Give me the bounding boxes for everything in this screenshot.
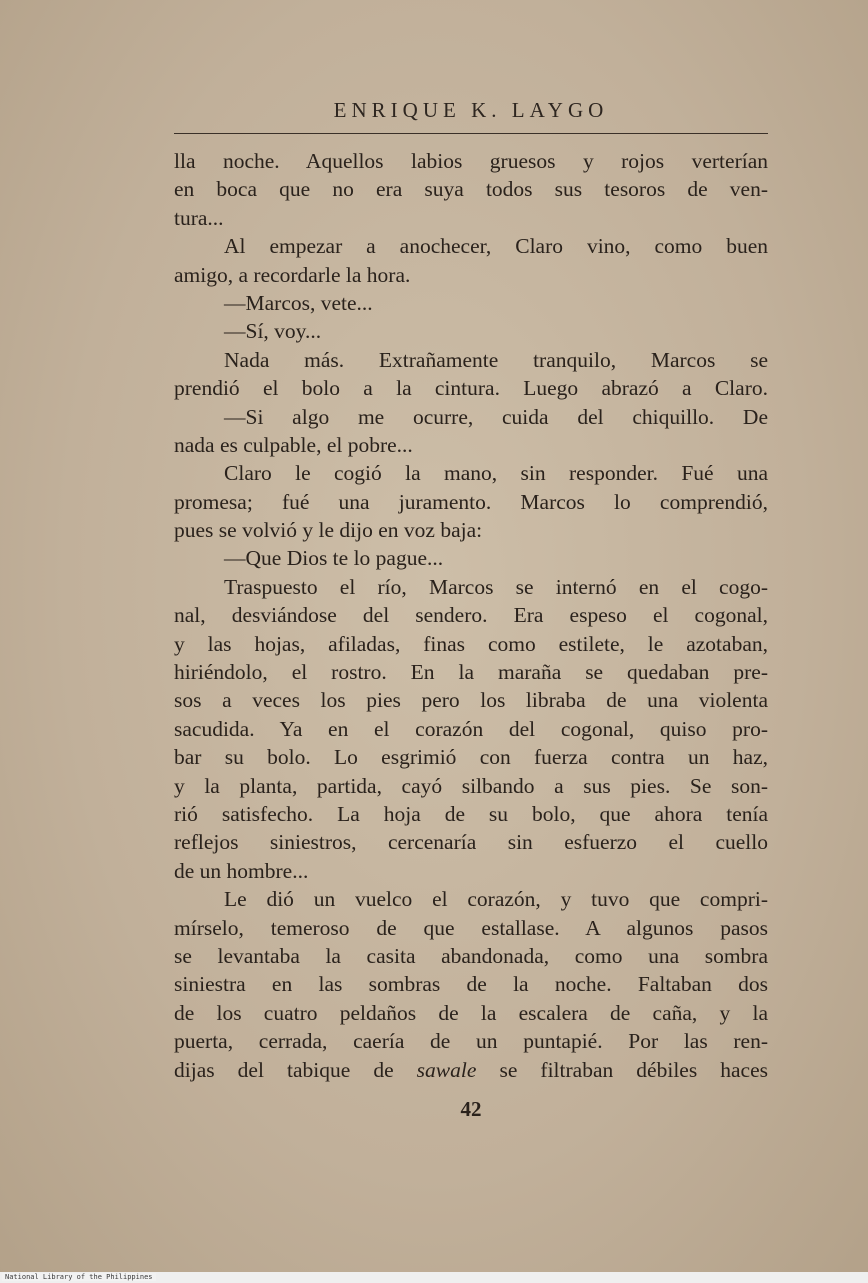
text-line: de un hombre... [174,858,309,883]
text-line: promesa; fué una juramento. Marcos lo comprendió, [174,489,768,514]
body-text [174,147,768,1084]
text-line-last [174,1056,768,1084]
text-line: —Si algo me ocurre, cuida del chiquillo. De [224,404,768,429]
text-line: siniestra en las sombras de la noche. Faltaban dos [174,972,768,997]
text-line: —Sí, voy... [224,319,322,344]
text-line: en boca que no era suya todos sus tesoros de ven- [174,177,768,202]
text-line: Claro le cogió la mano, sin responder. Fué una [224,461,768,486]
text-line: pues se volvió y le dijo en voz baja: [174,518,483,543]
header-rule [174,133,768,134]
last-line-after: se filtraban débiles haces [476,1057,768,1082]
last-line-before: dijas del tabique de [174,1057,417,1082]
text-line: reflejos siniestros, cercenaría sin esfuerzo el cuello [174,830,768,855]
text-line: prendió el bolo a la cintura. Luego abrazó a Claro. [174,376,768,401]
text-line: —Marcos, vete... [224,290,373,315]
text-line: —Que Dios te lo pague... [224,546,444,571]
text-line: hiriéndolo, el rostro. En la maraña se quedaban pre- [174,660,768,685]
page-number: 42 [460,1097,482,1121]
text-line: Nada más. Extrañamente tranquilo, Marcos se [224,347,768,372]
library-credit: National Library of the Philippines [2,1273,156,1281]
text-line: puerta, cerrada, caería de un puntapié. Por las ren- [174,1029,768,1054]
running-head: ENRIQUE K. LAYGO [333,98,609,122]
text-line: nal, desviándose del sendero. Era espeso el cogonal, [174,603,768,628]
text-line: de los cuatro peldaños de la escalera de caña, y la [174,1000,768,1025]
text-line: rió satisfecho. La hoja de su bolo, que ahora tenía [174,801,768,826]
text-line: sos a veces los pies pero los libraba de una violenta [174,688,768,713]
text-line: Traspuesto el río, Marcos se internó en el cogo- [224,574,768,599]
text-line: y las hojas, afiladas, finas como estilete, le azotaban, [174,631,768,656]
text-line: bar su bolo. Lo esgrimió con fuerza contra un haz, [174,745,768,770]
text-line: lla noche. Aquellos labios gruesos y rojos verterían [174,149,768,173]
text-line: mírselo, temeroso de que estallase. A algunos pasos [174,915,768,940]
text-line: se levantaba la casita abandonada, como una sombra [174,943,768,968]
text-line: amigo, a recordarle la hora. [174,262,411,287]
text-line: Le dió un vuelco el corazón, y tuvo que compri- [224,887,768,912]
text-line: y la planta, partida, cayó silbando a sus pies. Se son- [174,773,768,798]
text-line: tura... [174,205,224,230]
text-line: Al empezar a anochecer, Claro vino, como buen [224,234,768,259]
text-line: nada es culpable, el pobre... [174,432,413,457]
italic-word: sawale [416,1057,477,1082]
text-line: sacudida. Ya en el corazón del cogonal, quiso pro- [174,716,768,741]
